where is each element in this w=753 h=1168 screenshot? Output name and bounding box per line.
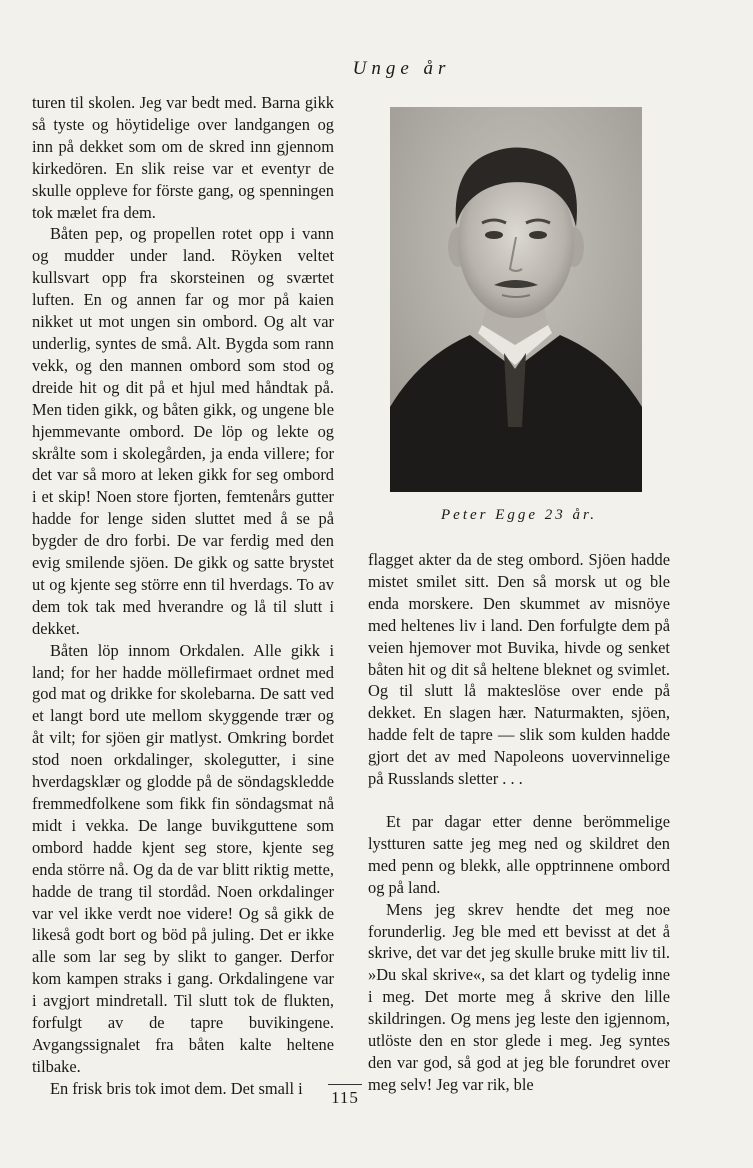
- paragraph: turen til skolen. Jeg var bedt med. Barna gikk så tyste og höytidelige over landgangen og inn på dekket som om de skred inn gjennom kirkedören. En slik reise var et eventyr de skulle oppleve for förste gang, og spenningen tok mælet fra dem.: [32, 93, 334, 222]
- left-text-column: [32, 92, 334, 1100]
- photo-caption: Peter Egge 23 år.: [441, 507, 597, 523]
- right-text-column: [368, 549, 670, 1096]
- portrait-illustration: [390, 107, 642, 492]
- page-number: 115: [331, 1088, 359, 1107]
- paragraph: Mens jeg skrev hendte det meg noe forunderlig. Jeg ble med ett bevisst at det å skrive, det var det jeg skulle bruke mitt liv til. »Du skal skrive«, sa det klart og tydelig inne i meg. Det morte meg å skrive den lille skildringen. Og mens jeg leste den igjennom, utlöste den en stor glede i meg. Jeg syntes den var god, så god at jeg ble forundret over meg selv! Jeg var rik, ble: [368, 899, 670, 1094]
- paragraph: Båten löp innom Orkdalen. Alle gikk i land; for her hadde möllefirmaet ordnet med god mat og drikke for skolebarna. De satt ved et langt bord ute mellom skyggende trær og åt vilt; for sjöen gir matlyst. Omkring bordet stod noen orkdalinger, skolegutter, i sine hverdagsklær og glodde på de söndagskledde fremmedfolkene som fikk fin söndagsmat nå midt i vekka. De lange buvikguttene som ombord hadde kjent seg store, kjente seg enda större nå. Og da de var blitt riktig mette, hadde de trang til stordåd. Noen orkdalinger var vel ikke verdt noe videre! Og så gikk de likeså godt bort og böd på juling. Det er ikke alle som lar seg by slikt to ganger. Derfor kom kampen straks i gang. Orkdalingene var i avgjort mindretall. Til slutt tok de flukten, forfulgt av de tapre buvikingene. Avgangssignalet fra båten kalte heltene tilbake.: [32, 640, 334, 1076]
- portrait-photo: [390, 107, 642, 492]
- running-head: Unge år: [352, 58, 451, 79]
- paragraph: flagget akter da de steg ombord. Sjöen hadde mistet smilet sitt. Den så morsk ut og ble enda morskere. Den skummet av misnöye med heltenes liv i land. Den forfulgte dem på veien hjemover mot Buvika, hivde og senket båten hit og dit så heltene bleknet og svimlet. Og til slutt lå makteslöse over ende på dekket. En slagen hær. Naturmakten, sjöen, hadde felt de tapre — slik som kulden hadde gjort det av med Napoleons uovervinnelige på Russlands sletter . . .: [368, 550, 670, 789]
- paragraph: En frisk bris tok imot dem. Det small i: [50, 1078, 303, 1098]
- paragraph: Båten pep, og propellen rotet opp i vann og mudder under land. Röyken veltet kullsvart opp fra skorsteinen og sværtet luften. En og annen far og mor på kaien nikket ut mot ungen sin ombord. Og alt var underlig, syntes de små. Alt. Bygda som rann vekk, og den mannen ombord som stod og dreide hit og dit på et hjul med håndtak på. Men tiden gikk, og båten gikk, og ungene ble hjemmevante ombord. De löp og lekte og skrålte som i skolegården, ja enda villere; for det var så moro at leken gikk for seg ombord i et skip! Noen store fjorten, femtenårs gutter hadde for lenge siden sluttet med å se på bygder de dro forbi. De var ferdig med den evig smilende sjöen. De gikk og satte brystet ut og kjente seg större enn til hverdags. To av dem tok tak med hverandre og lå til slutt i dekket.: [32, 224, 334, 638]
- folio-rule: [328, 1084, 362, 1085]
- paragraph: Et par dagar etter denne berömmelige lystturen satte jeg meg ned og skildret den med penn og blekk, alle opptrinnene ombord og på land.: [368, 811, 670, 897]
